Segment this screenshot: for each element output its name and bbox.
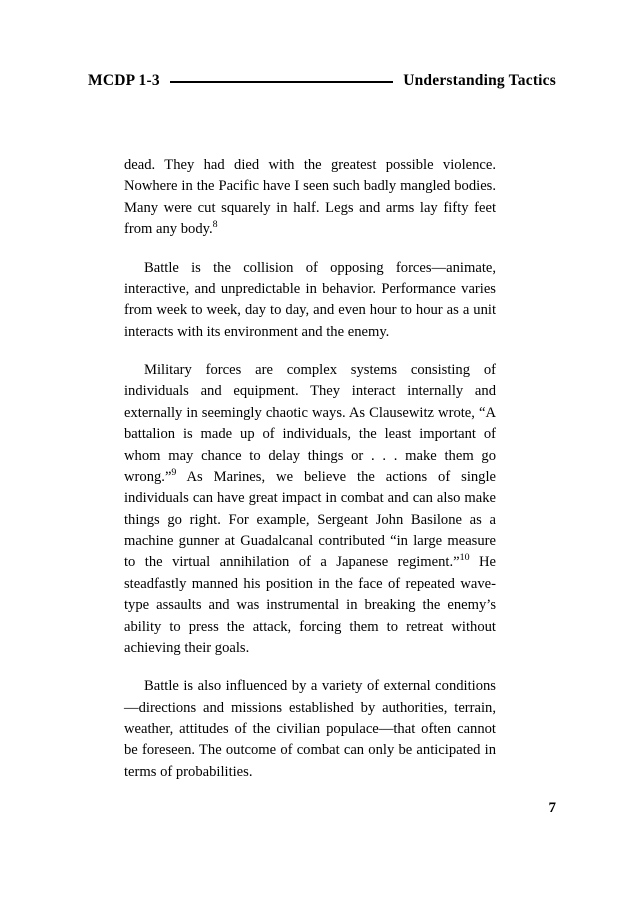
footnote-marker-10: 10 (459, 552, 470, 564)
header-rule (170, 81, 393, 83)
footnote-marker-9: 9 (171, 467, 177, 479)
paragraph-1-text: Battle is the collision of opposing forces—animate, interactive, and unpredictable in behavior. Performance varies from week to week, day to day, and even hour to hour as a unit interacts with its environment and the enemy. (124, 259, 496, 340)
block-quote-paragraph (124, 155, 496, 241)
paragraph-2-text-part-1: Military forces are complex systems consisting of individuals and equipment. They interact internally and externally in seemingly chaotic ways. As Clausewitz wrote, “A battalion is made up of individuals, the least important of whom may chance to delay things or . . . make them go wrong.” (124, 362, 496, 485)
paragraph-military-forces (124, 360, 496, 659)
body-text-column (124, 155, 496, 783)
footnote-marker-8: 8 (212, 219, 218, 231)
page-number: 7 (548, 800, 556, 816)
paragraph-external-conditions (124, 676, 496, 783)
paragraph-3-text: Battle is also influenced by a variety of external conditions—directions and missions established by authorities, terrain, weather, attitudes of the civilian populace—that often cannot be foreseen. The outcome of combat can only be anticipated in terms of probabilities. (124, 678, 496, 780)
paragraph-2-text-part-2: As Marines, we believe the actions of single individuals can have great impact in combat and can also make things go right. For example, Sergeant John Basilone as a machine gunner at Guadalcanal contributed “in large measure to the virtual annihilation of a Japanese regiment.” (124, 468, 496, 571)
paragraph-battle-collision (124, 258, 496, 344)
document-id: MCDP 1-3 (88, 72, 160, 89)
block-quote-text: dead. They had died with the greatest possible violence. Nowhere in the Pacific have I seen such badly mangled bodies. Many were cut squarely in half. Legs and arms lay fifty feet from any body. (124, 157, 496, 238)
running-head (88, 72, 556, 90)
section-title: Understanding Tactics (403, 72, 556, 89)
paragraph-2-text-part-3: He steadfastly manned his position in the face of repeated wave-type assaults and was instrumental in breaking the enemy’s ability to press the attack, forcing them to retreat without achieving their goals. (124, 554, 496, 656)
